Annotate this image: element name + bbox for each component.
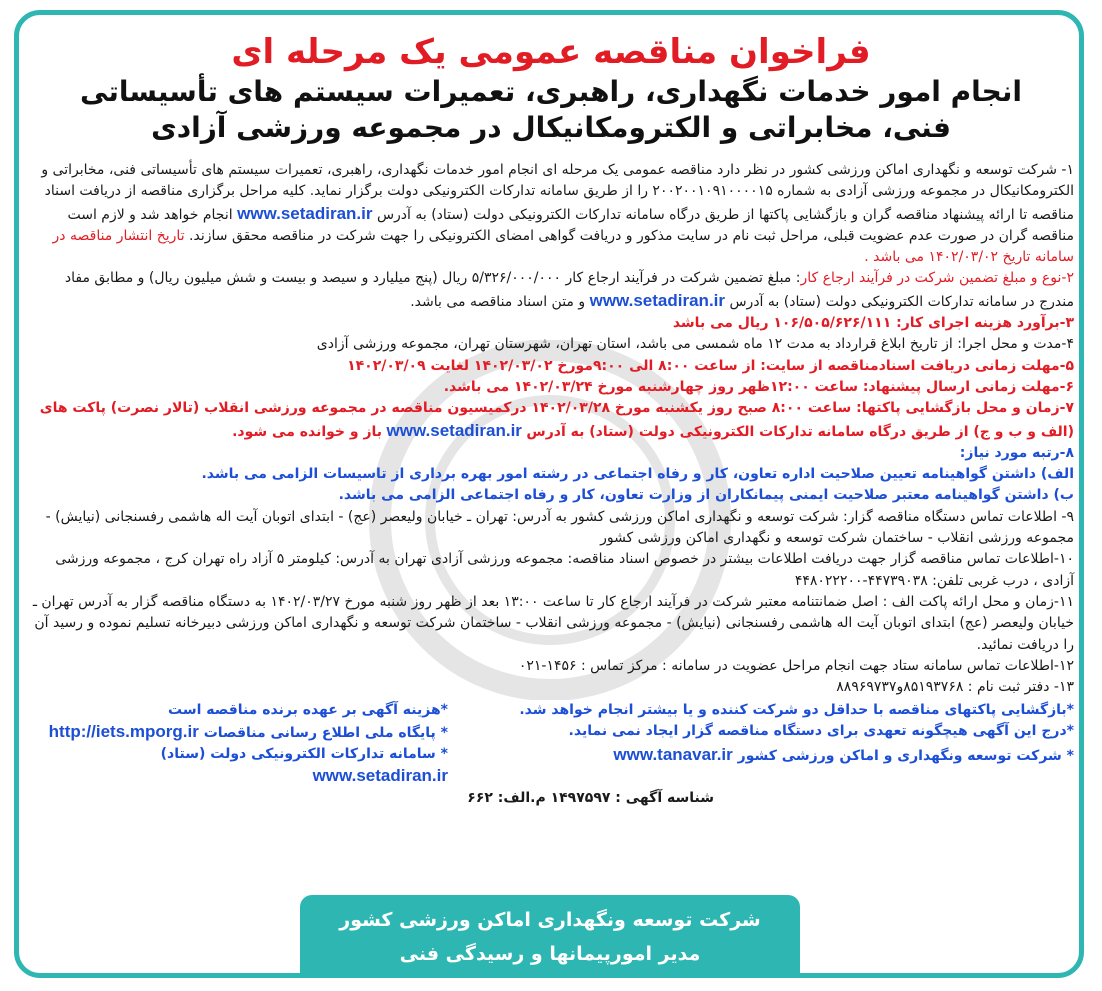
signature-title: مدیر امورپیمانها و رسیدگی فنی bbox=[399, 943, 701, 965]
clause-9: ۹- اطلاعات تماس دستگاه مناقصه گزار: شرکت توسعه و نگهداری اماکن ورزشی کشور به آدرس: تهران ـ خیابان ولیعصر (عج) - ابتدای اتوبان آیت اله هاشمی رفسنجانی (نیایش) - مجموعه ورزشی انقلاب - ساختمان شرکت توسعه و نگهداری اماکن ورزشی کشور bbox=[45, 508, 1074, 547]
signature-company: شرکت توسعه ونگهداری اماکن ورزشی کشور bbox=[339, 909, 761, 931]
note-opening: *بازگشایی پاکتهای مناقصه با حداقل دو شرکت کننده و یا بیشتر انجام خواهد شد. bbox=[519, 702, 1074, 719]
signature-box bbox=[300, 895, 800, 977]
note-no-obligation: *درج این آگهی هیچگونه تعهدی برای دستگاه مناقصه گزار ایجاد نمی نماید. bbox=[568, 723, 1074, 740]
subtitle-line-2: فنی، مخابراتی و الکترومکانیکال در مجموعه ورزشی آزادی bbox=[151, 111, 951, 144]
clause-13: ۱۳- دفتر ثبت نام : ۸۵۱۹۳۷۶۸و۸۸۹۶۹۷۳۷ bbox=[836, 679, 1074, 696]
clause-4: ۴-مدت و محل اجرا: از تاریخ ابلاغ قرارداد به مدت ۱۲ ماه شمسی می باشد، استان تهران، شهرستان تهران، مجموعه ورزشی آزادی bbox=[316, 336, 1074, 353]
page-title: فراخوان مناقصه عمومی یک مرحله ای bbox=[231, 32, 871, 72]
setadiran-link[interactable]: www.setadiran.ir bbox=[386, 420, 522, 440]
footnotes bbox=[28, 700, 1074, 788]
tanavar-link[interactable]: www.tanavar.ir bbox=[613, 745, 733, 765]
clause-11: ۱۱-زمان و محل ارائه پاکت الف : اصل ضمانتنامه معتبر شرکت در فرآیند ارجاع کار تا ساعت ۱۳:۰۰ بعد از ظهر روز شنبه مورخ ۱۴۰۲/۰۳/۲۷ به دستگاه مناقصه گزار به آدرس تهران ـ خیابان ولیعصر (عج) ابتدای اتوبان آیت اله هاشمی رفسنجانی (نیایش) - مجموعه ورزشی انقلاب - ساختمان شرکت توسعه و نگهداری اماکن ورزشی دبیرخانه تسلیم نموده و رسید آن را دریافت نمائید. bbox=[32, 593, 1074, 653]
tender-body bbox=[28, 160, 1074, 698]
publish-date: تاریخ انتشار مناقصه در سامانه تاریخ ۱۴۰۲/۰۳/۰۲ می باشد . bbox=[52, 227, 1074, 266]
ad-content bbox=[28, 30, 1074, 806]
clause-10: ۱۰-اطلاعات تماس مناقصه گزار جهت دریافت اطلاعات بیشتر در خصوص اسناد مناقصه: مجموعه ورزشی آزادی تهران به آدرس: کیلومتر ۵ آزاد راه تهران کرج ، مجموعه ورزشی آزادی ، درب غربی تلفن: ۴۴۷۳۹۰۳۸-۴۴۸۰۲۲۲۰۰ bbox=[55, 551, 1074, 589]
setadiran-link[interactable]: www.setadiran.ir bbox=[312, 766, 448, 786]
setadiran-link[interactable]: www.setadiran.ir bbox=[237, 203, 373, 223]
clause-8a: الف) داشتن گواهینامه تعیین صلاحیت اداره تعاون، کار و رفاه اجتماعی در رشته امور بهره برداری از تاسیسات الزامی می باشد. bbox=[201, 466, 1074, 483]
note-setad: * سامانه تدارکات الکترونیکی دولت (ستاد) bbox=[160, 746, 448, 763]
clause-8: ۸-رتبه مورد نیاز: bbox=[959, 444, 1074, 461]
clause-8b: ب) داشتن گواهینامه معتبر صلاحیت ایمنی پیمانکاران از وزارت تعاون، کار و رفاه اجتماعی الزامی می باشد. bbox=[338, 487, 1074, 504]
setadiran-link[interactable]: www.setadiran.ir bbox=[589, 290, 726, 310]
subtitle-line-1: انجام امور خدمات نگهداری، راهبری، تعمیرات سیستم های تأسیساتی bbox=[80, 75, 1022, 108]
clause-3: ۳-برآورد هزینه اجرای کار: ۱۰۶/۵۰۵/۶۲۶/۱۱۱ ریال می باشد bbox=[672, 315, 1074, 332]
note-company: * شرکت توسعه ونگهداری و اماکن ورزشی کشور bbox=[737, 748, 1074, 765]
clause-1: ۱- شرکت توسعه و نگهداری اماکن ورزشی کشور در نظر دارد مناقصه عمومی یک مرحله ای انجام امور خدمات نگهداری، راهبری، تعمیرات سیستم های تأسیساتی فنی، مخابراتی و الکترومکانیکال در مجموعه ورزشی آزادی به شماره ۲۰۰۲۰۰۱۰۹۱۰۰۰۰۱۵ را از طریق سامانه تدارکات الکترونیکی دولت برگزار نماید. کلیه مراحل برگزاری مناقصه از دریافت اسناد مناقصه تا ارائه پیشنهاد مناقصه گران و بازگشایی پاکتها از طریق درگاه سامانه تدارکات الکترونیکی دولت (ستاد) به آدرس www.setadiran.ir انجام خواهد شد و لازم است مناقصه گران در صورت عدم عضویت قبلی، مراحل ثبت نام در سایت مذکور و دریافت گواهی امضای الکترونیکی را جهت شرکت در مناقصه محقق سازند. تاریخ انتشار مناقصه در سامانه تاریخ ۱۴۰۲/۰۳/۰۲ می باشد . bbox=[41, 162, 1074, 266]
note-iets: * پایگاه ملی اطلاع رسانی مناقصات bbox=[203, 725, 448, 742]
clause-2: ۲-نوع و مبلغ تضمین شرکت در فرآیند ارجاع کار: مبلغ تضمین شرکت در فرآیند ارجاع کار ۵/۳۲۶/۰۰۰/۰۰۰ ریال (پنج میلیارد و سیصد و بیست و شش میلیون ریال) و مطابق مفاد مندرج در سامانه تدارکات الکترونیکی دولت (ستاد) به آدرس www.setadiran.ir و متن اسناد مناقصه می باشد. bbox=[64, 270, 1074, 310]
clause-5: ۵-مهلت زمانی دریافت اسنادمناقصه از سایت: از ساعت ۸:۰۰ الی ۹:۰۰مورخ ۱۴۰۲/۰۳/۰۲ لغایت ۱۴۰۲/۰۳/۰۹ bbox=[347, 357, 1074, 374]
clause-6: ۶-مهلت زمانی ارسال پیشنهاد: ساعت ۱۲:۰۰ظهر روز چهارشنبه مورخ ۱۴۰۲/۰۳/۲۴ می باشد. bbox=[443, 378, 1074, 395]
clause-12: ۱۲-اطلاعات تماس سامانه ستاد جهت انجام مراحل عضویت در سامانه : مرکز تماس : ۱۴۵۶-۰۲۱ bbox=[518, 657, 1074, 674]
note-ad-cost: *هزینه آگهی بر عهده برنده مناقصه است bbox=[168, 702, 448, 719]
clause-7: ۷-زمان و محل بازگشایی پاکتها: ساعت ۸:۰۰ صبح روز یکشنبه مورخ ۱۴۰۲/۰۳/۲۸ درکمیسیون مناقصه در مجموعه ورزشی انقلاب (تالار نصرت) پاکت های (الف و ب و ج) از طریق درگاه سامانه تدارکات الکترونیکی دولت (ستاد) به آدرس www.setadiran.ir باز و خوانده می شود. bbox=[39, 400, 1074, 440]
iets-link[interactable]: http://iets.mporg.ir bbox=[48, 722, 199, 742]
ad-id: شناسه آگهی : ۱۴۹۷۵۹۷ م.الف: ۶۶۲ bbox=[467, 790, 714, 807]
